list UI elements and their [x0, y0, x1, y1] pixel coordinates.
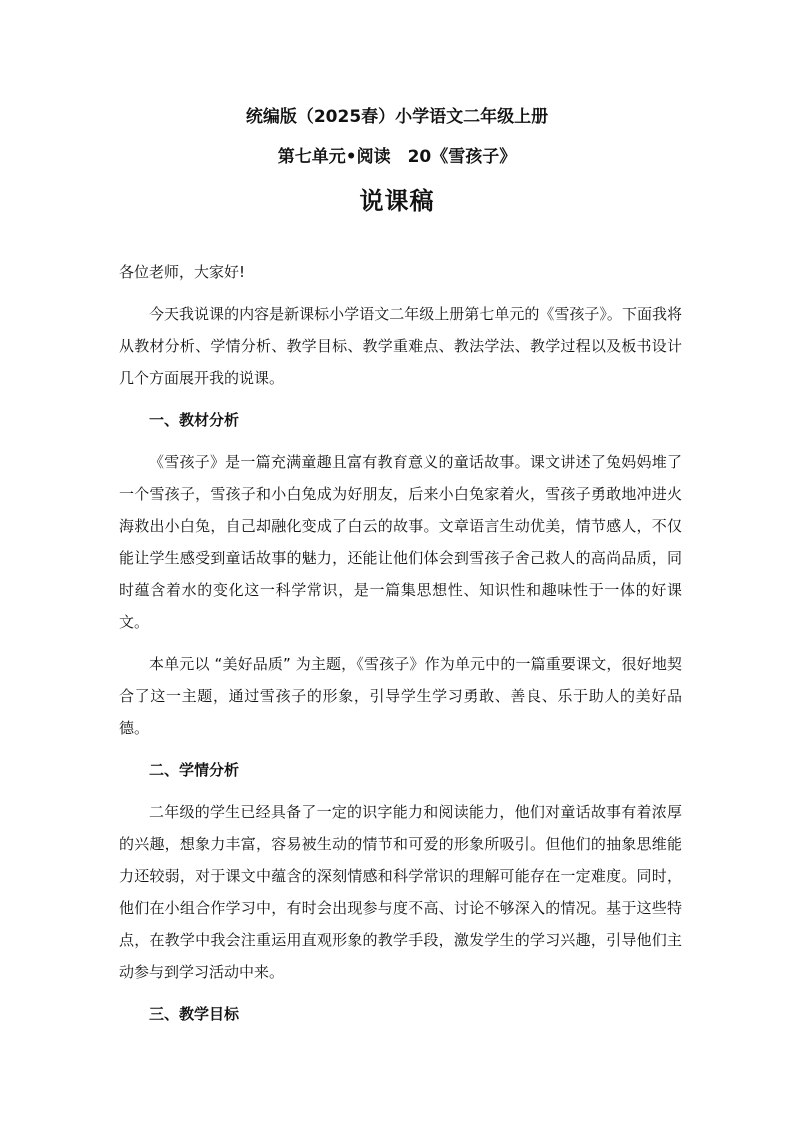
- section-heading-textbook-analysis: 一、教材分析: [149, 411, 240, 429]
- intro-paragraph: 今天我说课的内容是新课标小学语文二年级上册第七单元的《雪孩子》。下面我将从教材分析、学情分析、教学目标、教学重难点、教法学法、教学过程以及板书设计几个方面展开我的说课。: [119, 305, 682, 387]
- document-title: 说课稿: [359, 187, 435, 215]
- document-body: [119, 256, 682, 1040]
- document-subtitle-lesson: 第七单元•阅读 20《雪孩子》: [277, 147, 517, 167]
- section-heading-teaching-goals: 三、教学目标: [149, 1005, 240, 1023]
- paragraph-textbook-analysis-1: 《雪孩子》是一篇充满童趣且富有教育意义的童话故事。课文讲述了兔妈妈堆了一个雪孩子，雪孩子和小白兔成为好朋友，后来小白兔家着火，雪孩子勇敢地冲进火海救出小白兔，自己却融化变成了白云的故事。文章语言生动优美，情节感人，不仅能让学生感受到童话故事的魅力，还能让他们体会到雪孩子舍己救人的高尚品质，同时蕴含着水的变化这一科学常识，是一篇集思想性、知识性和趣味性于一体的好课文。: [119, 453, 682, 631]
- greeting: 各位老师，大家好!: [119, 263, 246, 281]
- section-heading-student-analysis: 二、学情分析: [149, 761, 240, 779]
- paragraph-textbook-analysis-2: 本单元以 “美好品质” 为主题，《雪孩子》作为单元中的一篇重要课文，很好地契合了这一主题，通过雪孩子的形象，引导学生学习勇敢、善良、乐于助人的美好品德。: [119, 655, 682, 737]
- paragraph-student-analysis-1: 二年级的学生已经具备了一定的识字能力和阅读能力，他们对童话故事有着浓厚的兴趣，想象力丰富，容易被生动的情节和可爱的形象所吸引。但他们的抽象思维能力还较弱，对于课文中蕴含的深刻情感和科学常识的理解可能存在一定难度。同时，他们在小组合作学习中，有时会出现参与度不高、讨论不够深入的情况。基于这些特点，在教学中我会注重运用直观形象的教学手段，激发学生的学习兴趣，引导他们主动参与到学习活动中来。: [119, 803, 682, 981]
- document-subtitle-textbook: 统编版（2025春）小学语文二年级上册: [245, 107, 549, 127]
